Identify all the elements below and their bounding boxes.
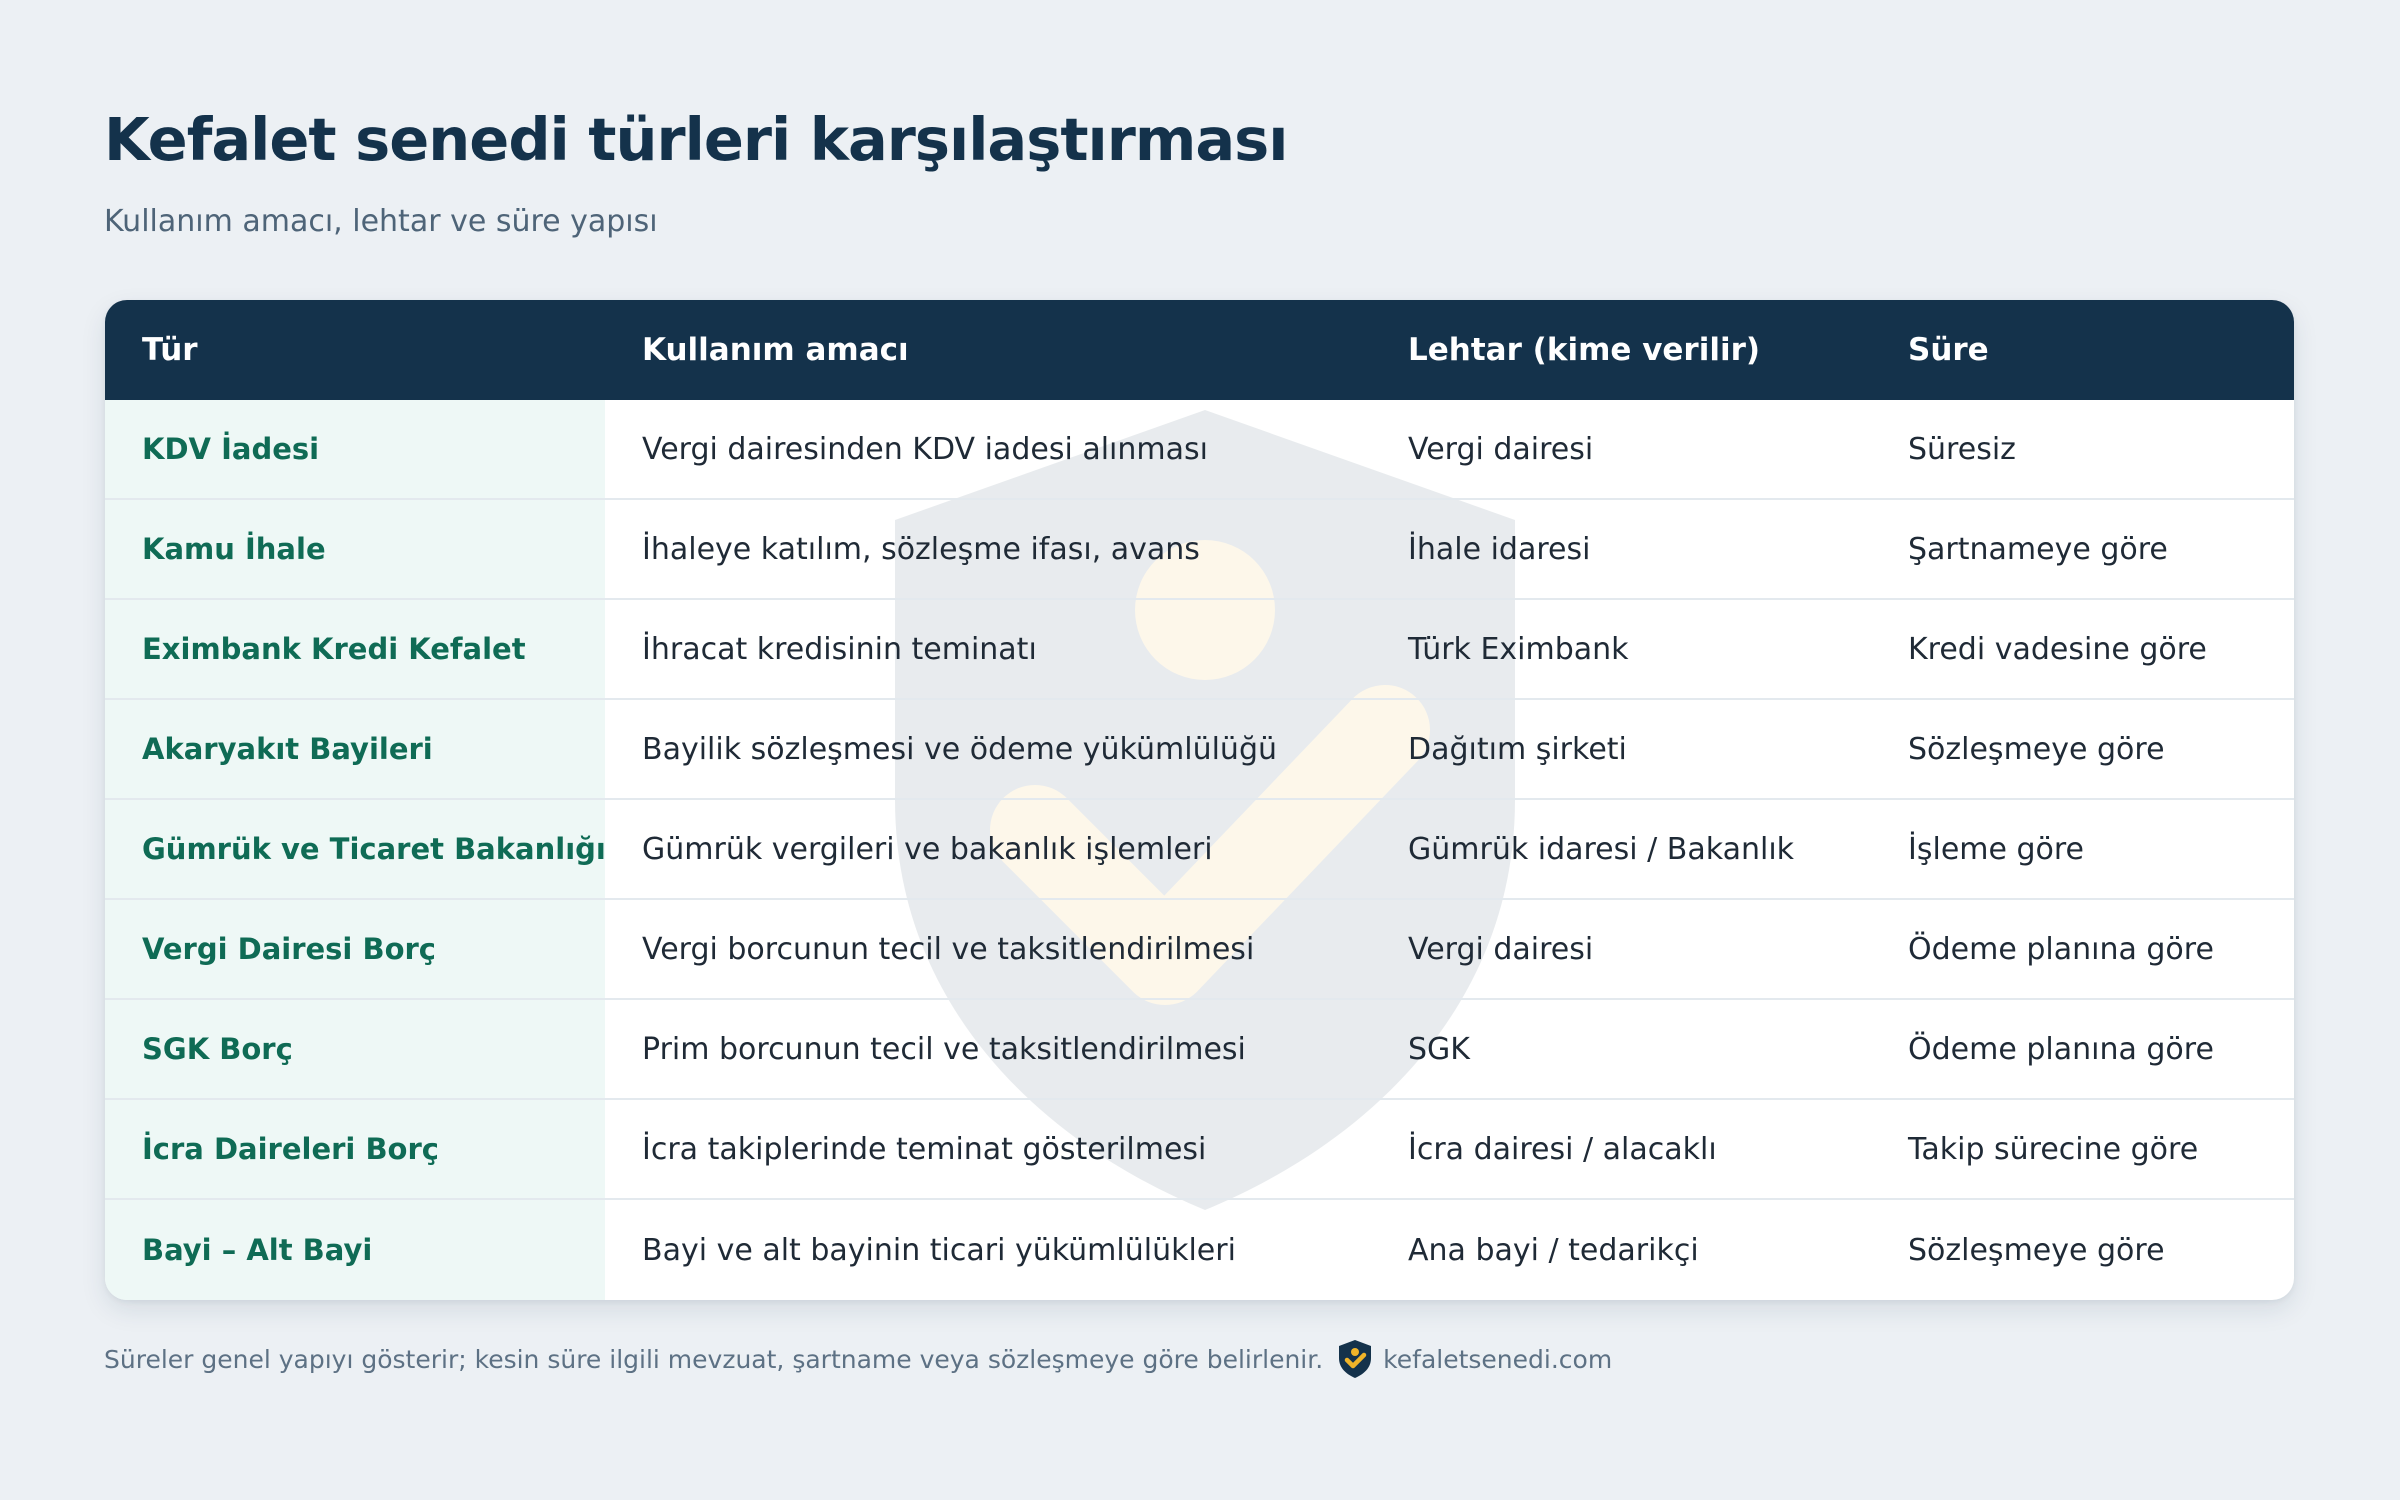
- row-purpose: İhaleye katılım, sözleşme ifası, avans: [642, 531, 1200, 567]
- table-row: [105, 1100, 2294, 1200]
- footer: [104, 1336, 1612, 1382]
- row-type: KDV İadesi: [142, 432, 320, 466]
- row-purpose: Prim borcunun tecil ve taksitlendirilmesi: [642, 1031, 1246, 1067]
- row-type: Eximbank Kredi Kefalet: [142, 632, 526, 666]
- row-duration: Süresiz: [1908, 431, 2016, 467]
- row-purpose: Bayi ve alt bayinin ticari yükümlülükleri: [642, 1232, 1236, 1268]
- comparison-table: [105, 300, 2294, 1300]
- row-type: Gümrük ve Ticaret Bakanlığı: [142, 832, 606, 866]
- row-duration: Ödeme planına göre: [1908, 931, 2214, 967]
- page-subtitle: Kullanım amacı, lehtar ve süre yapısı: [104, 204, 658, 239]
- table-row: [105, 900, 2294, 1000]
- row-beneficiary: Ana bayi / tedarikçi: [1408, 1232, 1699, 1268]
- row-purpose: Vergi dairesinden KDV iadesi alınması: [642, 431, 1208, 467]
- row-beneficiary: Dağıtım şirketi: [1408, 731, 1627, 767]
- row-type: Vergi Dairesi Borç: [142, 932, 436, 966]
- row-purpose: Bayilik sözleşmesi ve ödeme yükümlülüğü: [642, 731, 1277, 767]
- row-beneficiary: Türk Eximbank: [1408, 631, 1629, 667]
- row-type: Akaryakıt Bayileri: [142, 732, 433, 766]
- row-purpose: İcra takiplerinde teminat gösterilmesi: [642, 1131, 1207, 1167]
- row-type: Kamu İhale: [142, 532, 326, 566]
- column-header-type: Tür: [142, 332, 198, 368]
- row-beneficiary: Vergi dairesi: [1408, 431, 1594, 467]
- row-purpose: Vergi borcunun tecil ve taksitlendirilmesi: [642, 931, 1255, 967]
- table-row: [105, 400, 2294, 500]
- column-header-purpose: Kullanım amacı: [642, 332, 909, 368]
- table-row: [105, 800, 2294, 900]
- row-beneficiary: Vergi dairesi: [1408, 931, 1594, 967]
- row-duration: Sözleşmeye göre: [1908, 731, 2165, 767]
- row-duration: Şartnameye göre: [1908, 531, 2168, 567]
- table-row: [105, 500, 2294, 600]
- row-type: İcra Daireleri Borç: [142, 1132, 439, 1166]
- row-duration: İşleme göre: [1908, 831, 2085, 867]
- row-type: SGK Borç: [142, 1032, 293, 1066]
- table-row: [105, 700, 2294, 800]
- page-title: Kefalet senedi türleri karşılaştırması: [104, 105, 1288, 174]
- table-header-row: [105, 300, 2294, 400]
- row-beneficiary: İcra dairesi / alacaklı: [1408, 1131, 1717, 1167]
- row-beneficiary: SGK: [1408, 1031, 1470, 1067]
- row-duration: Sözleşmeye göre: [1908, 1232, 2165, 1268]
- row-beneficiary: Gümrük idaresi / Bakanlık: [1408, 831, 1795, 867]
- row-beneficiary: İhale idaresi: [1408, 531, 1591, 567]
- column-header-duration: Süre: [1908, 332, 1989, 368]
- table-row: [105, 600, 2294, 700]
- row-purpose: İhracat kredisinin teminatı: [642, 631, 1037, 667]
- shield-check-icon: [1337, 1339, 1373, 1379]
- footer-site-link[interactable]: kefaletsenedi.com: [1383, 1344, 1613, 1374]
- row-purpose: Gümrük vergileri ve bakanlık işlemleri: [642, 831, 1213, 867]
- column-header-beneficiary: Lehtar (kime verilir): [1408, 332, 1761, 368]
- table-row: [105, 1000, 2294, 1100]
- row-type: Bayi – Alt Bayi: [142, 1233, 373, 1267]
- table-body: [105, 400, 2294, 1300]
- row-duration: Takip sürecine göre: [1908, 1131, 2199, 1167]
- row-duration: Ödeme planına göre: [1908, 1031, 2214, 1067]
- row-duration: Kredi vadesine göre: [1908, 631, 2207, 667]
- footer-note: Süreler genel yapıyı gösterir; kesin süre ilgili mevzuat, şartname veya sözleşmeye göre belirlenir.: [104, 1344, 1324, 1374]
- table-row: [105, 1200, 2294, 1300]
